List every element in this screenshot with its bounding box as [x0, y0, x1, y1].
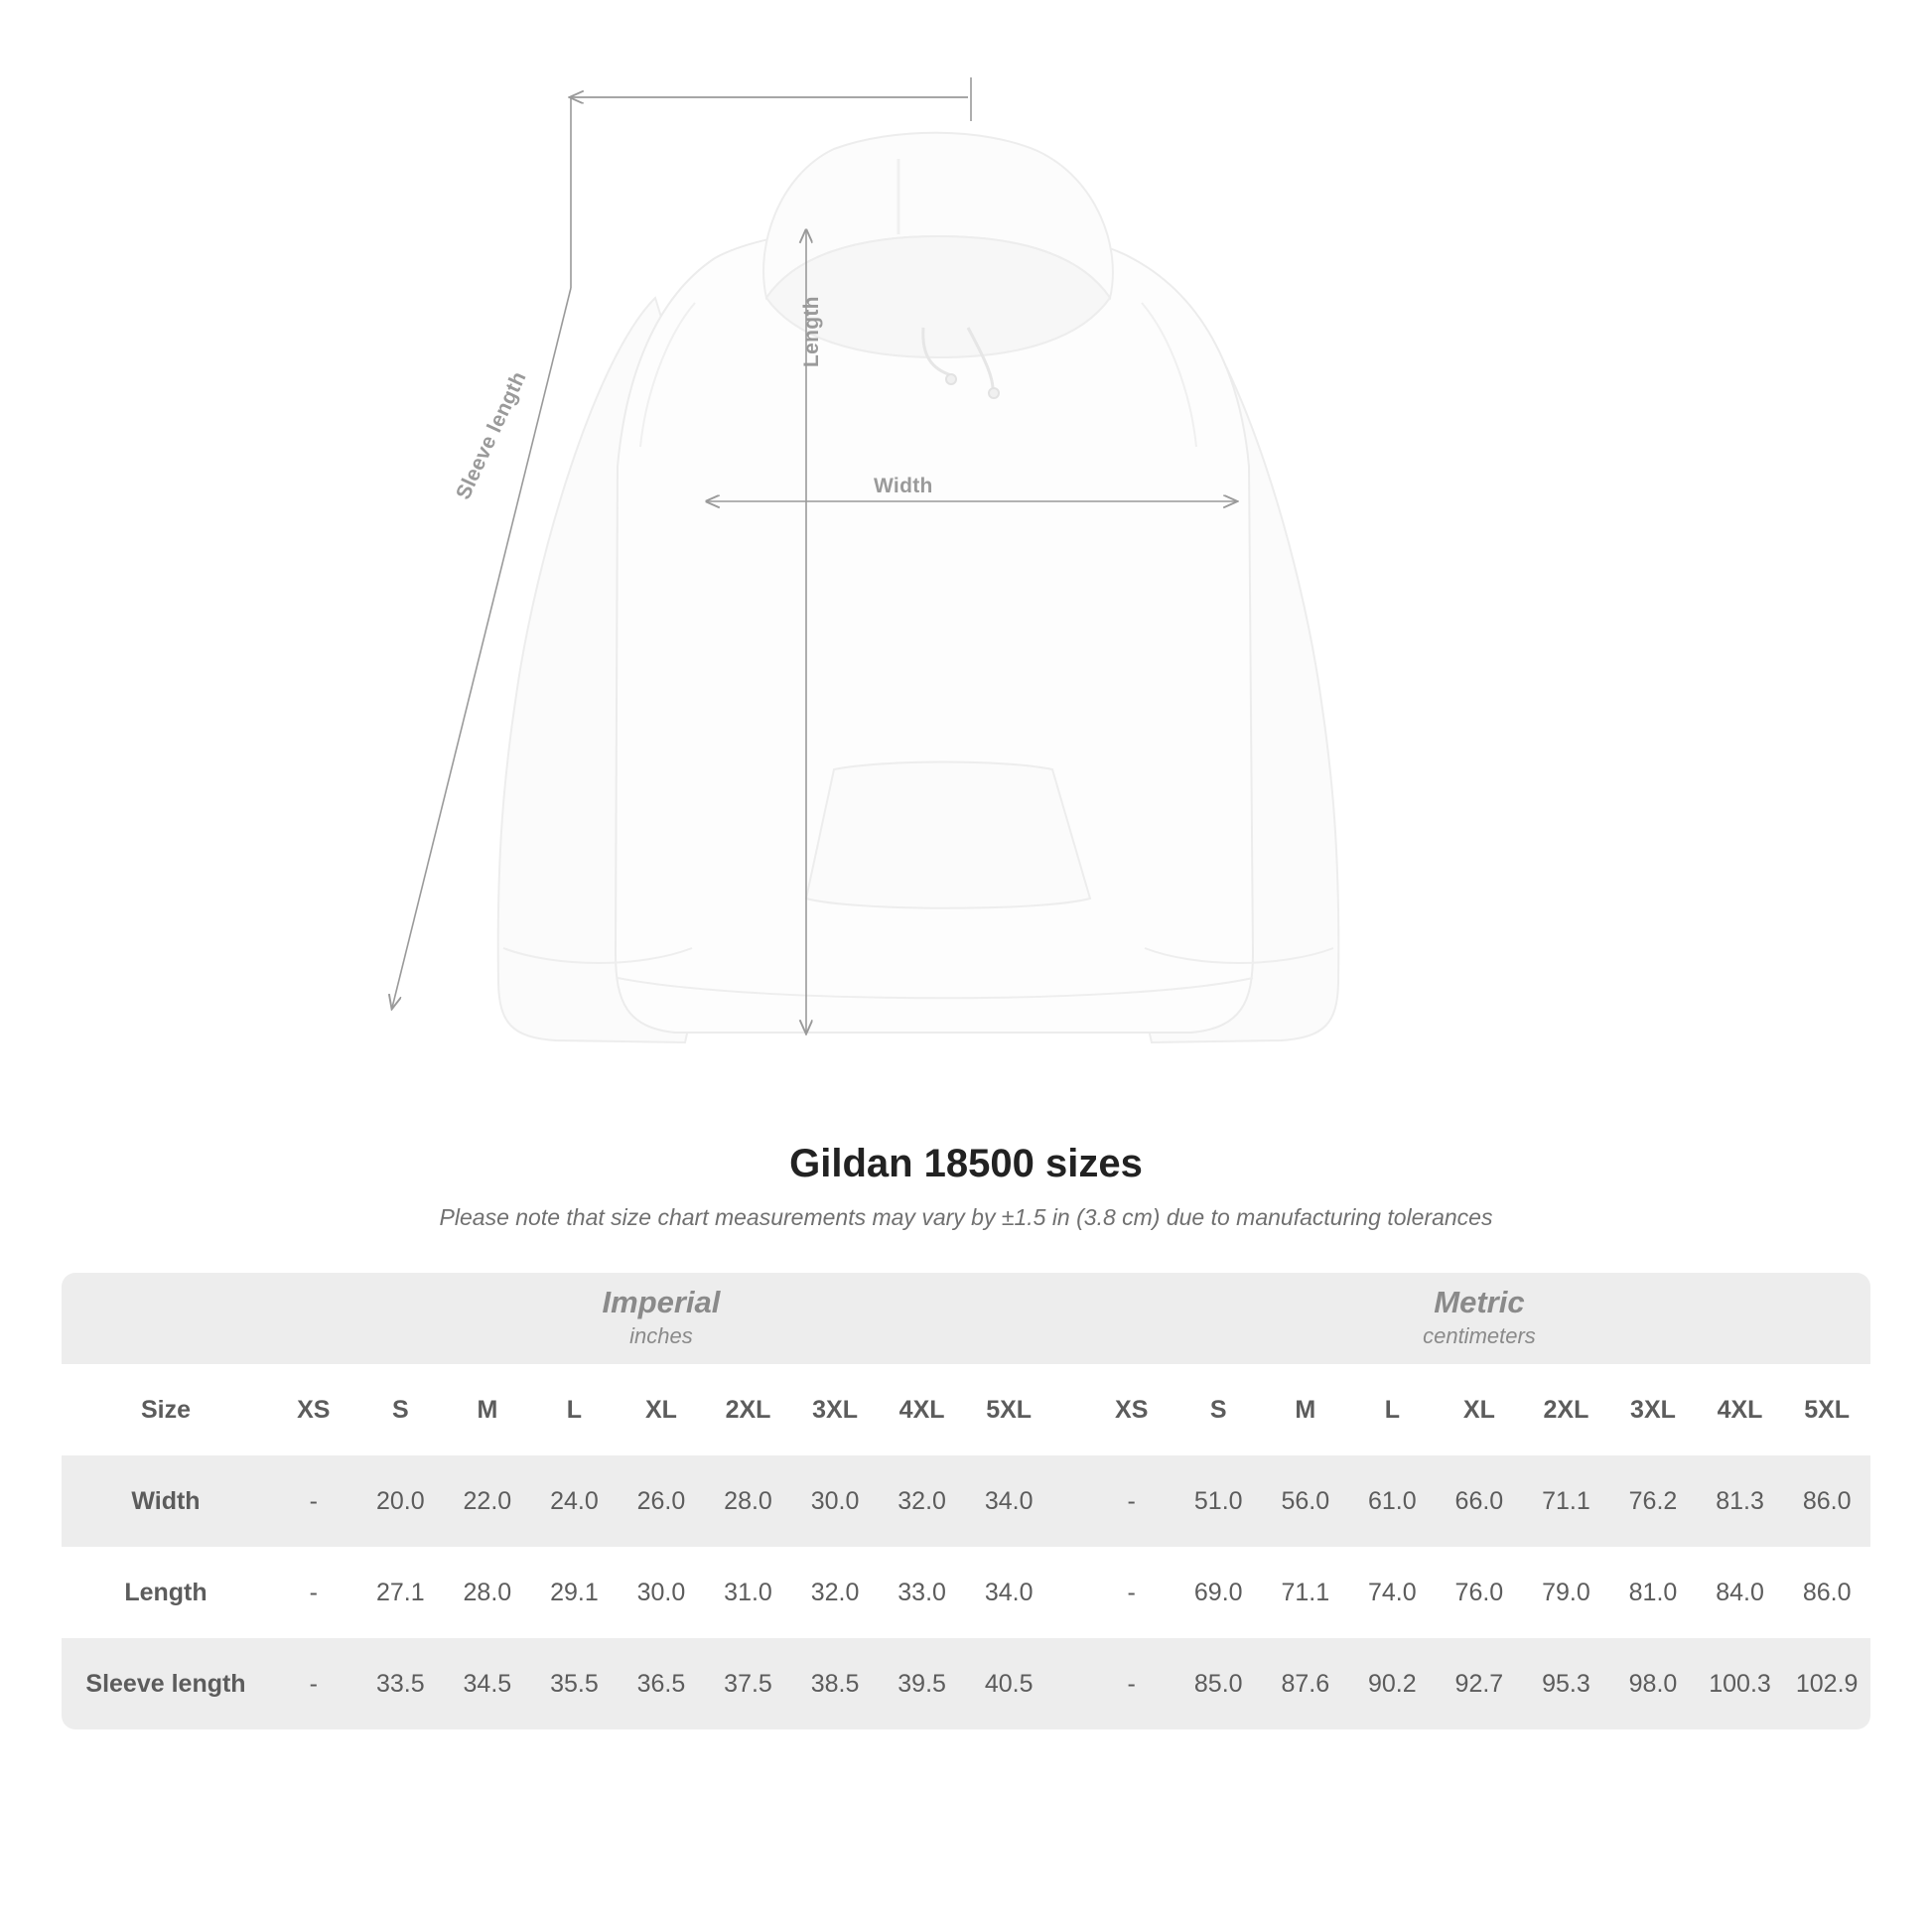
cell-width-metric-5xl: 86.0: [1783, 1455, 1870, 1547]
cell-sleeve-imperial-4xl: 39.5: [879, 1638, 966, 1729]
hoodie-shape: [498, 133, 1339, 1042]
page-title: Gildan 18500 sizes: [789, 1142, 1143, 1185]
cell-length-metric-m: 71.1: [1262, 1547, 1349, 1638]
cell-sleeve-metric-xl: 92.7: [1436, 1638, 1523, 1729]
cell-length-metric-xl: 76.0: [1436, 1547, 1523, 1638]
title-block: [0, 1142, 1932, 1231]
cell-width-imperial-m: 22.0: [444, 1455, 531, 1547]
table-row: [62, 1547, 1870, 1638]
cell-sleeve-imperial-l: 35.5: [531, 1638, 619, 1729]
header-size-imperial-4xl: 4XL: [879, 1364, 966, 1455]
header-size-imperial-s: S: [357, 1364, 445, 1455]
cell-sleeve-metric-5xl: 102.9: [1783, 1638, 1870, 1729]
cell-length-imperial-3xl: 32.0: [791, 1547, 879, 1638]
cell-length-metric-4xl: 84.0: [1697, 1547, 1784, 1638]
size-table-wrap: [62, 1273, 1870, 1729]
cell-length-imperial-s: 27.1: [357, 1547, 445, 1638]
cell-sleeve-metric-xs: -: [1088, 1638, 1175, 1729]
row-label-length: Length: [62, 1547, 270, 1638]
cell-width-metric-2xl: 71.1: [1523, 1455, 1610, 1547]
cell-sleeve-metric-4xl: 100.3: [1697, 1638, 1784, 1729]
row-label-width: Width: [62, 1455, 270, 1547]
header-size-imperial-xl: XL: [618, 1364, 705, 1455]
cell-width-metric-3xl: 76.2: [1609, 1455, 1697, 1547]
cell-length-imperial-2xl: 31.0: [705, 1547, 792, 1638]
header-size-metric-l: L: [1349, 1364, 1437, 1455]
label-length: Length: [800, 296, 823, 367]
cell-sleeve-metric-2xl: 95.3: [1523, 1638, 1610, 1729]
cell-width-imperial-4xl: 32.0: [879, 1455, 966, 1547]
cell-length-metric-2xl: 79.0: [1523, 1547, 1610, 1638]
cell-width-imperial-xs: -: [270, 1455, 357, 1547]
header-size-metric-xl: XL: [1436, 1364, 1523, 1455]
header-size-imperial-xs: XS: [270, 1364, 357, 1455]
header-size-label: Size: [62, 1364, 270, 1455]
cell-width-metric-m: 56.0: [1262, 1455, 1349, 1547]
cell-width-metric-xl: 66.0: [1436, 1455, 1523, 1547]
tolerance-note: Please note that size chart measurements may vary by ±1.5 in (3.8 cm) due to manufacturing tolerances: [439, 1204, 1493, 1230]
header-size-imperial-2xl: 2XL: [705, 1364, 792, 1455]
size-header-row: [62, 1364, 1870, 1455]
cell-sleeve-imperial-s: 33.5: [357, 1638, 445, 1729]
cell-length-imperial-xs: -: [270, 1547, 357, 1638]
cell-sleeve-metric-3xl: 98.0: [1609, 1638, 1697, 1729]
cell-width-imperial-xl: 26.0: [618, 1455, 705, 1547]
cell-sleeve-metric-s: 85.0: [1174, 1638, 1262, 1729]
size-table: [62, 1273, 1870, 1729]
unit-system-gap: [1052, 1273, 1088, 1364]
header-size-metric-5xl: 5XL: [1783, 1364, 1870, 1455]
cell-length-metric-l: 74.0: [1349, 1547, 1437, 1638]
cell-width-metric-l: 61.0: [1349, 1455, 1437, 1547]
cell-sleeve-imperial-3xl: 38.5: [791, 1638, 879, 1729]
header-size-metric-2xl: 2XL: [1523, 1364, 1610, 1455]
cell-sleeve-imperial-5xl: 40.5: [965, 1638, 1052, 1729]
cell-width-metric-s: 51.0: [1174, 1455, 1262, 1547]
table-row: [62, 1455, 1870, 1547]
unit-system-metric-name: Metric: [1434, 1284, 1525, 1319]
cell-sleeve-metric-m: 87.6: [1262, 1638, 1349, 1729]
cell-sleeve-metric-l: 90.2: [1349, 1638, 1437, 1729]
cell-length-imperial-xl: 30.0: [618, 1547, 705, 1638]
table-row: [62, 1638, 1870, 1729]
cell-length-metric-3xl: 81.0: [1609, 1547, 1697, 1638]
cell-sleeve-imperial-2xl: 37.5: [705, 1638, 792, 1729]
cell-sleeve-imperial-m: 34.5: [444, 1638, 531, 1729]
cell-length-imperial-4xl: 33.0: [879, 1547, 966, 1638]
cell-width-metric-4xl: 81.3: [1697, 1455, 1784, 1547]
cell-length-imperial-l: 29.1: [531, 1547, 619, 1638]
unit-system-row: [62, 1273, 1870, 1364]
cell-width-imperial-5xl: 34.0: [965, 1455, 1052, 1547]
row-label-sleeve-length: Sleeve length: [62, 1638, 270, 1729]
cell-width-metric-xs: -: [1088, 1455, 1175, 1547]
unit-system-metric-unit: centimeters: [1423, 1323, 1536, 1349]
unit-system-spacer: [62, 1273, 270, 1364]
cell-width-imperial-3xl: 30.0: [791, 1455, 879, 1547]
header-size-metric-s: S: [1174, 1364, 1262, 1455]
unit-system-metric: [1088, 1273, 1870, 1364]
cell-length-metric-xs: -: [1088, 1547, 1175, 1638]
cell-sleeve-imperial-xl: 36.5: [618, 1638, 705, 1729]
cell-length-imperial-5xl: 34.0: [965, 1547, 1052, 1638]
header-gap: [1052, 1364, 1088, 1455]
cell-length-imperial-m: 28.0: [444, 1547, 531, 1638]
cell-sleeve-imperial-xs: -: [270, 1638, 357, 1729]
label-width: Width: [874, 475, 933, 497]
cell-length-metric-s: 69.0: [1174, 1547, 1262, 1638]
cell-width-imperial-l: 24.0: [531, 1455, 619, 1547]
unit-system-imperial: [270, 1273, 1052, 1364]
cell-width-gap: [1052, 1455, 1088, 1547]
unit-system-imperial-unit: inches: [629, 1323, 693, 1349]
cell-width-imperial-s: 20.0: [357, 1455, 445, 1547]
cell-width-imperial-2xl: 28.0: [705, 1455, 792, 1547]
cell-length-metric-5xl: 86.0: [1783, 1547, 1870, 1638]
unit-system-imperial-name: Imperial: [602, 1284, 721, 1319]
header-size-metric-xs: XS: [1088, 1364, 1175, 1455]
cell-sleeve-gap: [1052, 1638, 1088, 1729]
header-size-imperial-3xl: 3XL: [791, 1364, 879, 1455]
header-size-metric-4xl: 4XL: [1697, 1364, 1784, 1455]
header-size-metric-m: M: [1262, 1364, 1349, 1455]
header-size-imperial-5xl: 5XL: [965, 1364, 1052, 1455]
cell-length-gap: [1052, 1547, 1088, 1638]
label-sleeve-length: Sleeve length: [452, 367, 531, 503]
header-size-imperial-m: M: [444, 1364, 531, 1455]
header-size-imperial-l: L: [531, 1364, 619, 1455]
header-size-metric-3xl: 3XL: [1609, 1364, 1697, 1455]
